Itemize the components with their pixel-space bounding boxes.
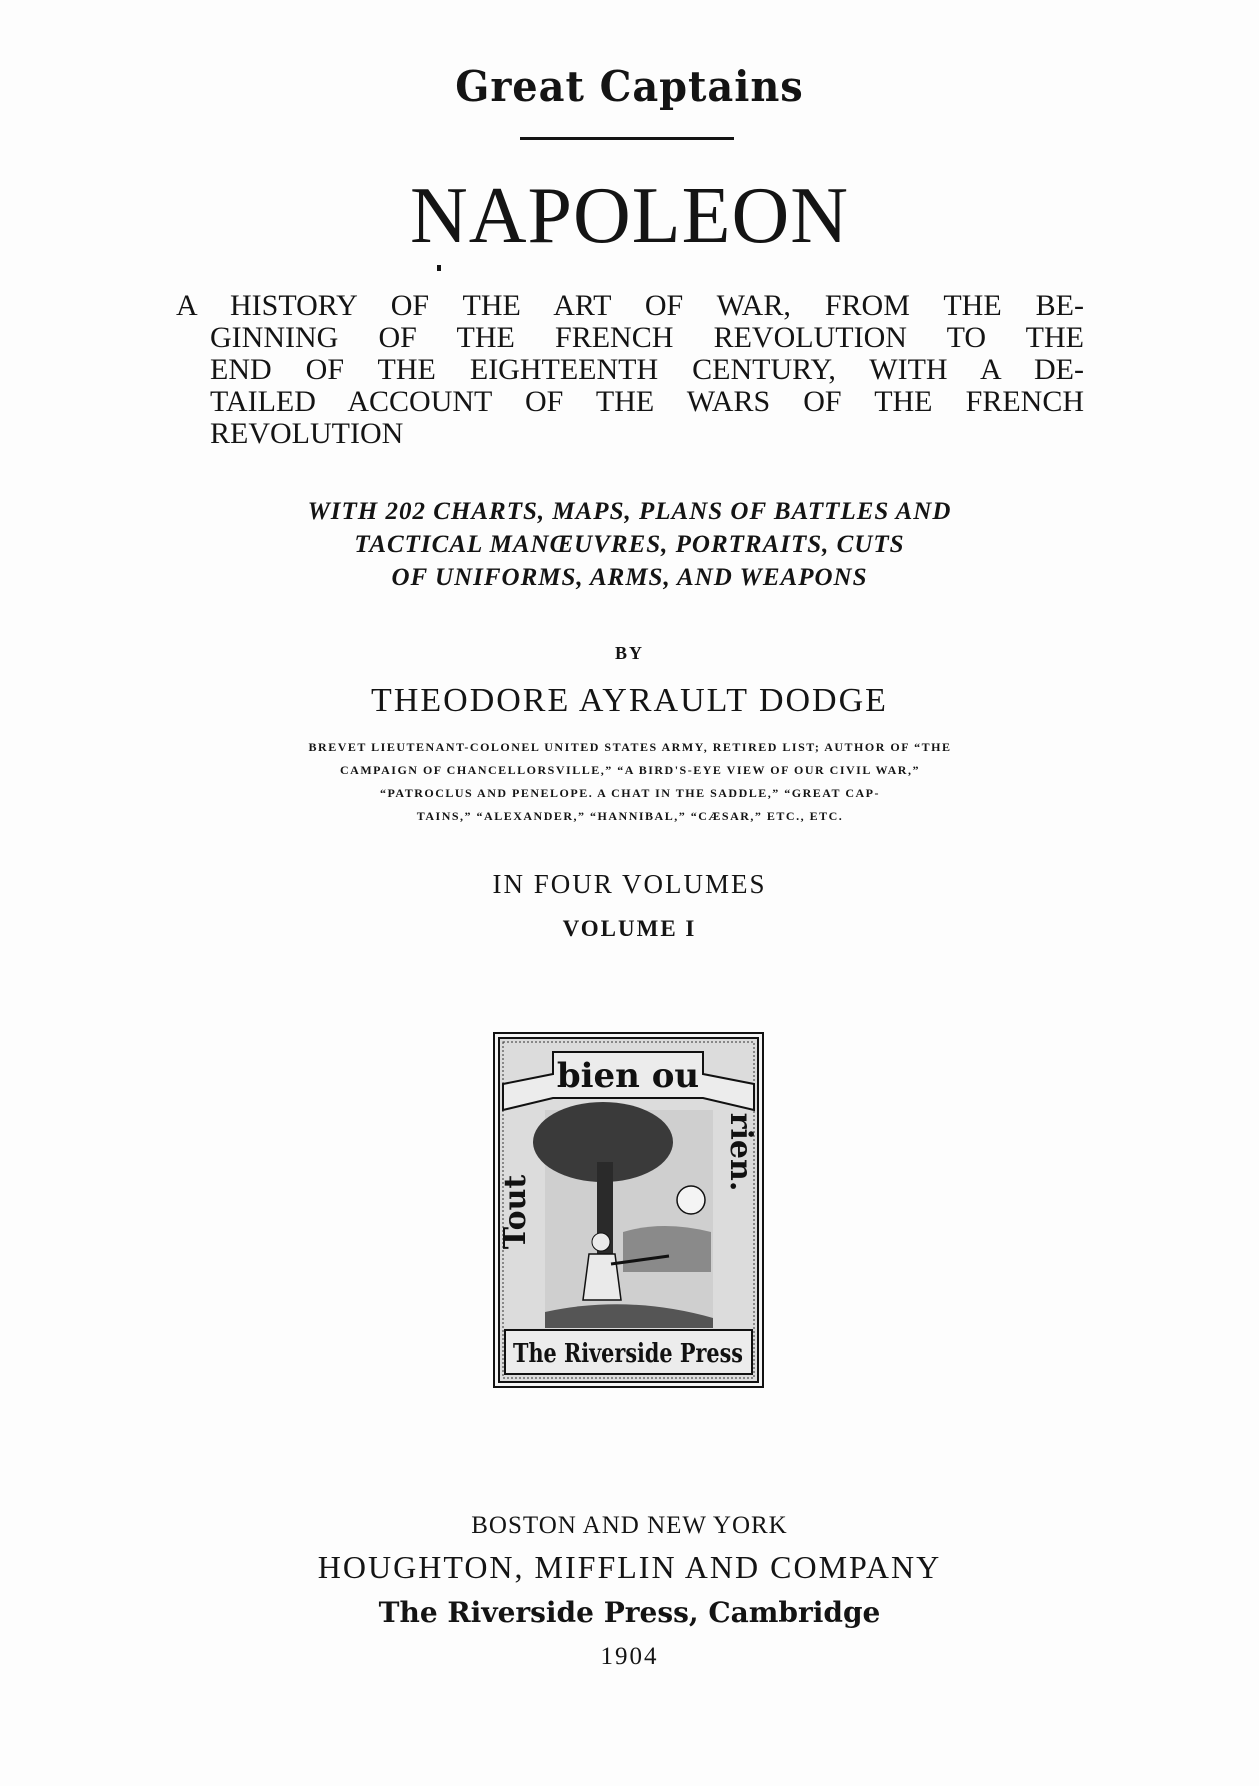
figure-head [592,1233,610,1251]
publication-place: BOSTON AND NEW YORK [471,1512,788,1539]
author-credentials [190,736,1070,828]
credentials-line: TAINS,” “ALEXANDER,” “HANNIBAL,” “CÆSAR,” ETC., ETC. [416,809,844,823]
stray-mark [437,265,441,271]
subtitle-line: A HISTORY OF THE ART OF WAR, FROM THE BE- [176,289,1084,322]
motto-left-text: Tout [498,1174,533,1250]
by-label: BY [614,643,644,663]
motto-banner-text: bien ou [556,1056,700,1096]
volume-count: IN FOUR VOLUMES [492,869,767,899]
credentials-line: BREVET LIEUTENANT-COLONEL UNITED STATES ARMY, RETIRED LIST; AUTHOR OF “THE [308,740,952,754]
title-rule [520,137,734,140]
series-title: Great Captains [455,62,804,111]
volume-number: VOLUME I [562,916,697,941]
illustrations-note [0,495,1259,594]
publication-year: 1904 [600,1643,659,1670]
subtitle-line: REVOLUTION [210,417,404,450]
illustrations-line: OF UNIFORMS, ARMS, AND WEAPONS [391,564,868,591]
credentials-line: “PATROCLUS AND PENELOPE. A CHAT IN THE SADDLE,” “GREAT CAP- [379,786,880,800]
press-line: The Riverside Press, Cambridge [378,1596,881,1629]
subtitle-line: TAILED ACCOUNT OF THE WARS OF THE FRENCH [210,385,1084,418]
publisher-name: HOUGHTON, MIFFLIN AND COMPANY [317,1549,942,1585]
river [623,1226,711,1272]
subtitle-line: GINNING OF THE FRENCH REVOLUTION TO THE [210,321,1084,354]
illustrations-line: WITH 202 CHARTS, MAPS, PLANS OF BATTLES AND [307,498,952,525]
motto-right-text: rien. [723,1112,758,1192]
riverside-press-emblem [493,1032,764,1388]
seated-figure-icon [583,1254,621,1300]
subtitle [176,290,1084,450]
press-name-text: The Riverside Press [513,1339,743,1369]
subtitle-line: END OF THE EIGHTEENTH CENTURY, WITH A DE- [210,353,1084,386]
credentials-line: CAMPAIGN OF CHANCELLORSVILLE,” “A BIRD'S-EYE VIEW OF OUR CIVIL WAR,” [340,763,920,777]
illustrations-line: TACTICAL MANŒUVRES, PORTRAITS, CUTS [354,531,905,558]
sun-icon [677,1186,705,1214]
book-title: NAPOLEON [409,172,850,260]
author-name: THEODORE AYRAULT DODGE [371,682,888,719]
